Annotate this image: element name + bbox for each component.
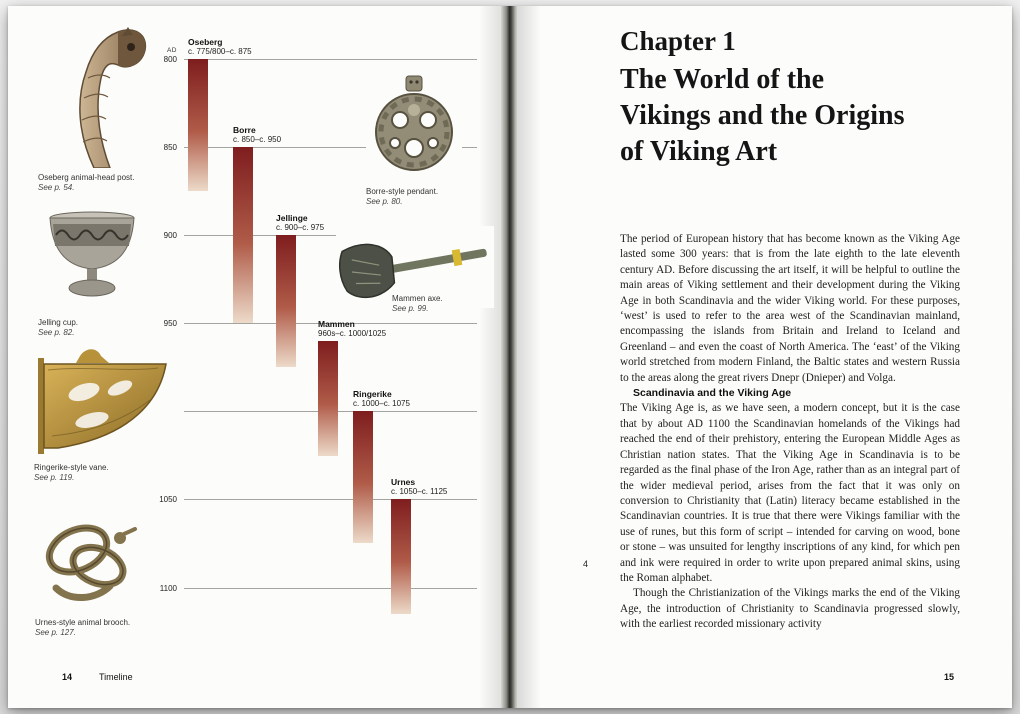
- caption-see: See p. 54.: [38, 183, 75, 192]
- style-range: c. 1000–c. 1075: [353, 399, 410, 408]
- section-subheading: Scandinavia and the Viking Age: [633, 387, 792, 400]
- chapter-title-line: Vikings and the Origins: [620, 100, 905, 131]
- style-name: Borre: [233, 125, 256, 135]
- ringerike-vane-image: [28, 344, 178, 458]
- style-name: Urnes: [391, 477, 416, 487]
- chapter-title-line: The World of the: [620, 64, 825, 95]
- body-paragraph-1: The period of European history that has become known as the Viking Age lasted some 300 years: that is from the late eighth to the late eleventh century AD. Before discussing the art itself, it will be helpful to outline the main areas of Viking settlement and their development during the Viking Age in both Scandinavia and the wider Viking world. For these purposes, ‘west’ is used to refer to the area west of the Scandinavian mainland, encompassing the islands from Britain and Ireland to Iceland and Greenland – and even the coast of North America. The ‘east’ of the Viking world stretched from modern Finland, the Baltic states and western Russia to the areas along the great rivers Dnepr (Dnieper) and Volga.: [620, 233, 960, 384]
- body-paragraph-2: The Viking Age is, as we have seen, a modern concept, but it is the case that by about AD 1100 the Scandinavian homelands of the Vikings had reached the end of their prehistory, entering the European Middle Ages as Christian nation states. That the Viking Age in Scandinavia is to be regarded as the final phase of the Iron Age, rather than as an integral part of the wider medieval period, arises from the fact that it was only on conversion to Christianity that (Latin) literacy became established in the Scandinavian countries. It is true that there were Vikings familiar with the use of runes, but this form of script – intended for carving on wood, bone or stone – was unsuited for lengthy inscriptions of any kind, for which pen and ink were required in order to write upon prepared animal skins, using the Roman alphabet.: [620, 402, 960, 584]
- tick-label: 900: [163, 230, 177, 240]
- tick-label: 1100: [159, 583, 177, 593]
- timeline-bar-ringerike: [353, 411, 373, 543]
- chapter-label: Chapter 1: [620, 26, 736, 56]
- timeline-bar-urnes: [391, 499, 411, 614]
- right-page-number: 15: [943, 672, 954, 682]
- right-page-chapter: [517, 6, 1012, 708]
- tick-label: 850: [163, 142, 177, 152]
- book-spread: [8, 6, 1012, 708]
- left-page-number: 14: [62, 672, 73, 682]
- era-label-ad: AD: [167, 47, 177, 54]
- style-name: Oseberg: [188, 37, 223, 47]
- caption-text: Oseberg animal-head post.: [38, 173, 135, 182]
- chapter-title: [620, 62, 904, 170]
- caption-see: See p. 80.: [366, 197, 403, 206]
- timeline-tick-950: [144, 318, 477, 328]
- style-name: Jellinge: [276, 213, 308, 223]
- style-range: c. 900–c. 975: [276, 223, 325, 232]
- body-text-column: [620, 232, 960, 666]
- style-range: 960s–c. 1000/1025: [318, 329, 387, 338]
- style-name: Ringerike: [353, 389, 392, 399]
- timeline-bar-jellinge: [276, 235, 296, 367]
- timeline-label-mammen: [318, 319, 386, 339]
- timeline-bar-mammen: [318, 341, 338, 456]
- timeline-label-jellinge: [276, 213, 324, 233]
- tick-label: 950: [163, 318, 177, 328]
- body-paragraph-3: Though the Christianization of the Vikings marks the end of the Viking Age, the introduction of Christianity to Scandinavia progressed slowly, with the earliest recorded missionary activity: [620, 587, 960, 631]
- tick-label: 1050: [159, 494, 177, 504]
- urnes-brooch-image: [34, 504, 148, 614]
- tick-line: [184, 499, 477, 500]
- margin-note-number: 4: [583, 559, 589, 569]
- oseberg-post-caption: [38, 173, 135, 193]
- mammen-axe-caption: [392, 294, 443, 314]
- caption-see: See p. 82.: [38, 328, 75, 337]
- timeline-tick-1100: [144, 583, 477, 593]
- tick-line: [184, 588, 477, 589]
- style-range: c. 775/800–c. 875: [188, 47, 252, 56]
- section-label: Timeline: [99, 672, 133, 682]
- caption-see: See p. 99.: [392, 304, 429, 313]
- caption-see: See p. 119.: [34, 473, 75, 482]
- oseberg-post-image: [38, 18, 158, 168]
- caption-text: Urnes-style animal brooch.: [35, 618, 131, 627]
- tick-line: [184, 59, 477, 60]
- tick-label: 800: [163, 54, 177, 64]
- timeline-label-borre: [233, 125, 281, 145]
- caption-text: Borre-style pendant.: [366, 187, 439, 196]
- style-name: Mammen: [318, 319, 355, 329]
- borre-pendant-caption: [366, 187, 438, 207]
- urnes-brooch-caption: [35, 618, 130, 638]
- caption-text: Ringerike-style vane.: [34, 463, 109, 472]
- caption-see: See p. 127.: [35, 628, 76, 637]
- jelling-cup-caption: [38, 318, 78, 338]
- timeline-bar-borre: [233, 147, 253, 323]
- style-range: c. 1050–c. 1125: [391, 487, 448, 496]
- style-range: c. 850–c. 950: [233, 135, 282, 144]
- left-page-footer: [62, 672, 133, 682]
- left-page-timeline: [8, 6, 503, 708]
- borre-pendant-image: [366, 70, 462, 180]
- timeline-label-ringerike: [353, 389, 410, 409]
- timeline-tick-1000: [144, 406, 477, 416]
- timeline-label-oseberg: [188, 37, 252, 57]
- ringerike-vane-caption: [34, 463, 109, 483]
- timeline-bar-oseberg: [188, 59, 208, 191]
- caption-text: Jelling cup.: [38, 318, 79, 327]
- jelling-cup-image: [36, 208, 148, 304]
- timeline-label-urnes: [391, 477, 447, 497]
- chapter-title-line: of Viking Art: [620, 136, 778, 167]
- caption-text: Mammen axe.: [392, 294, 443, 303]
